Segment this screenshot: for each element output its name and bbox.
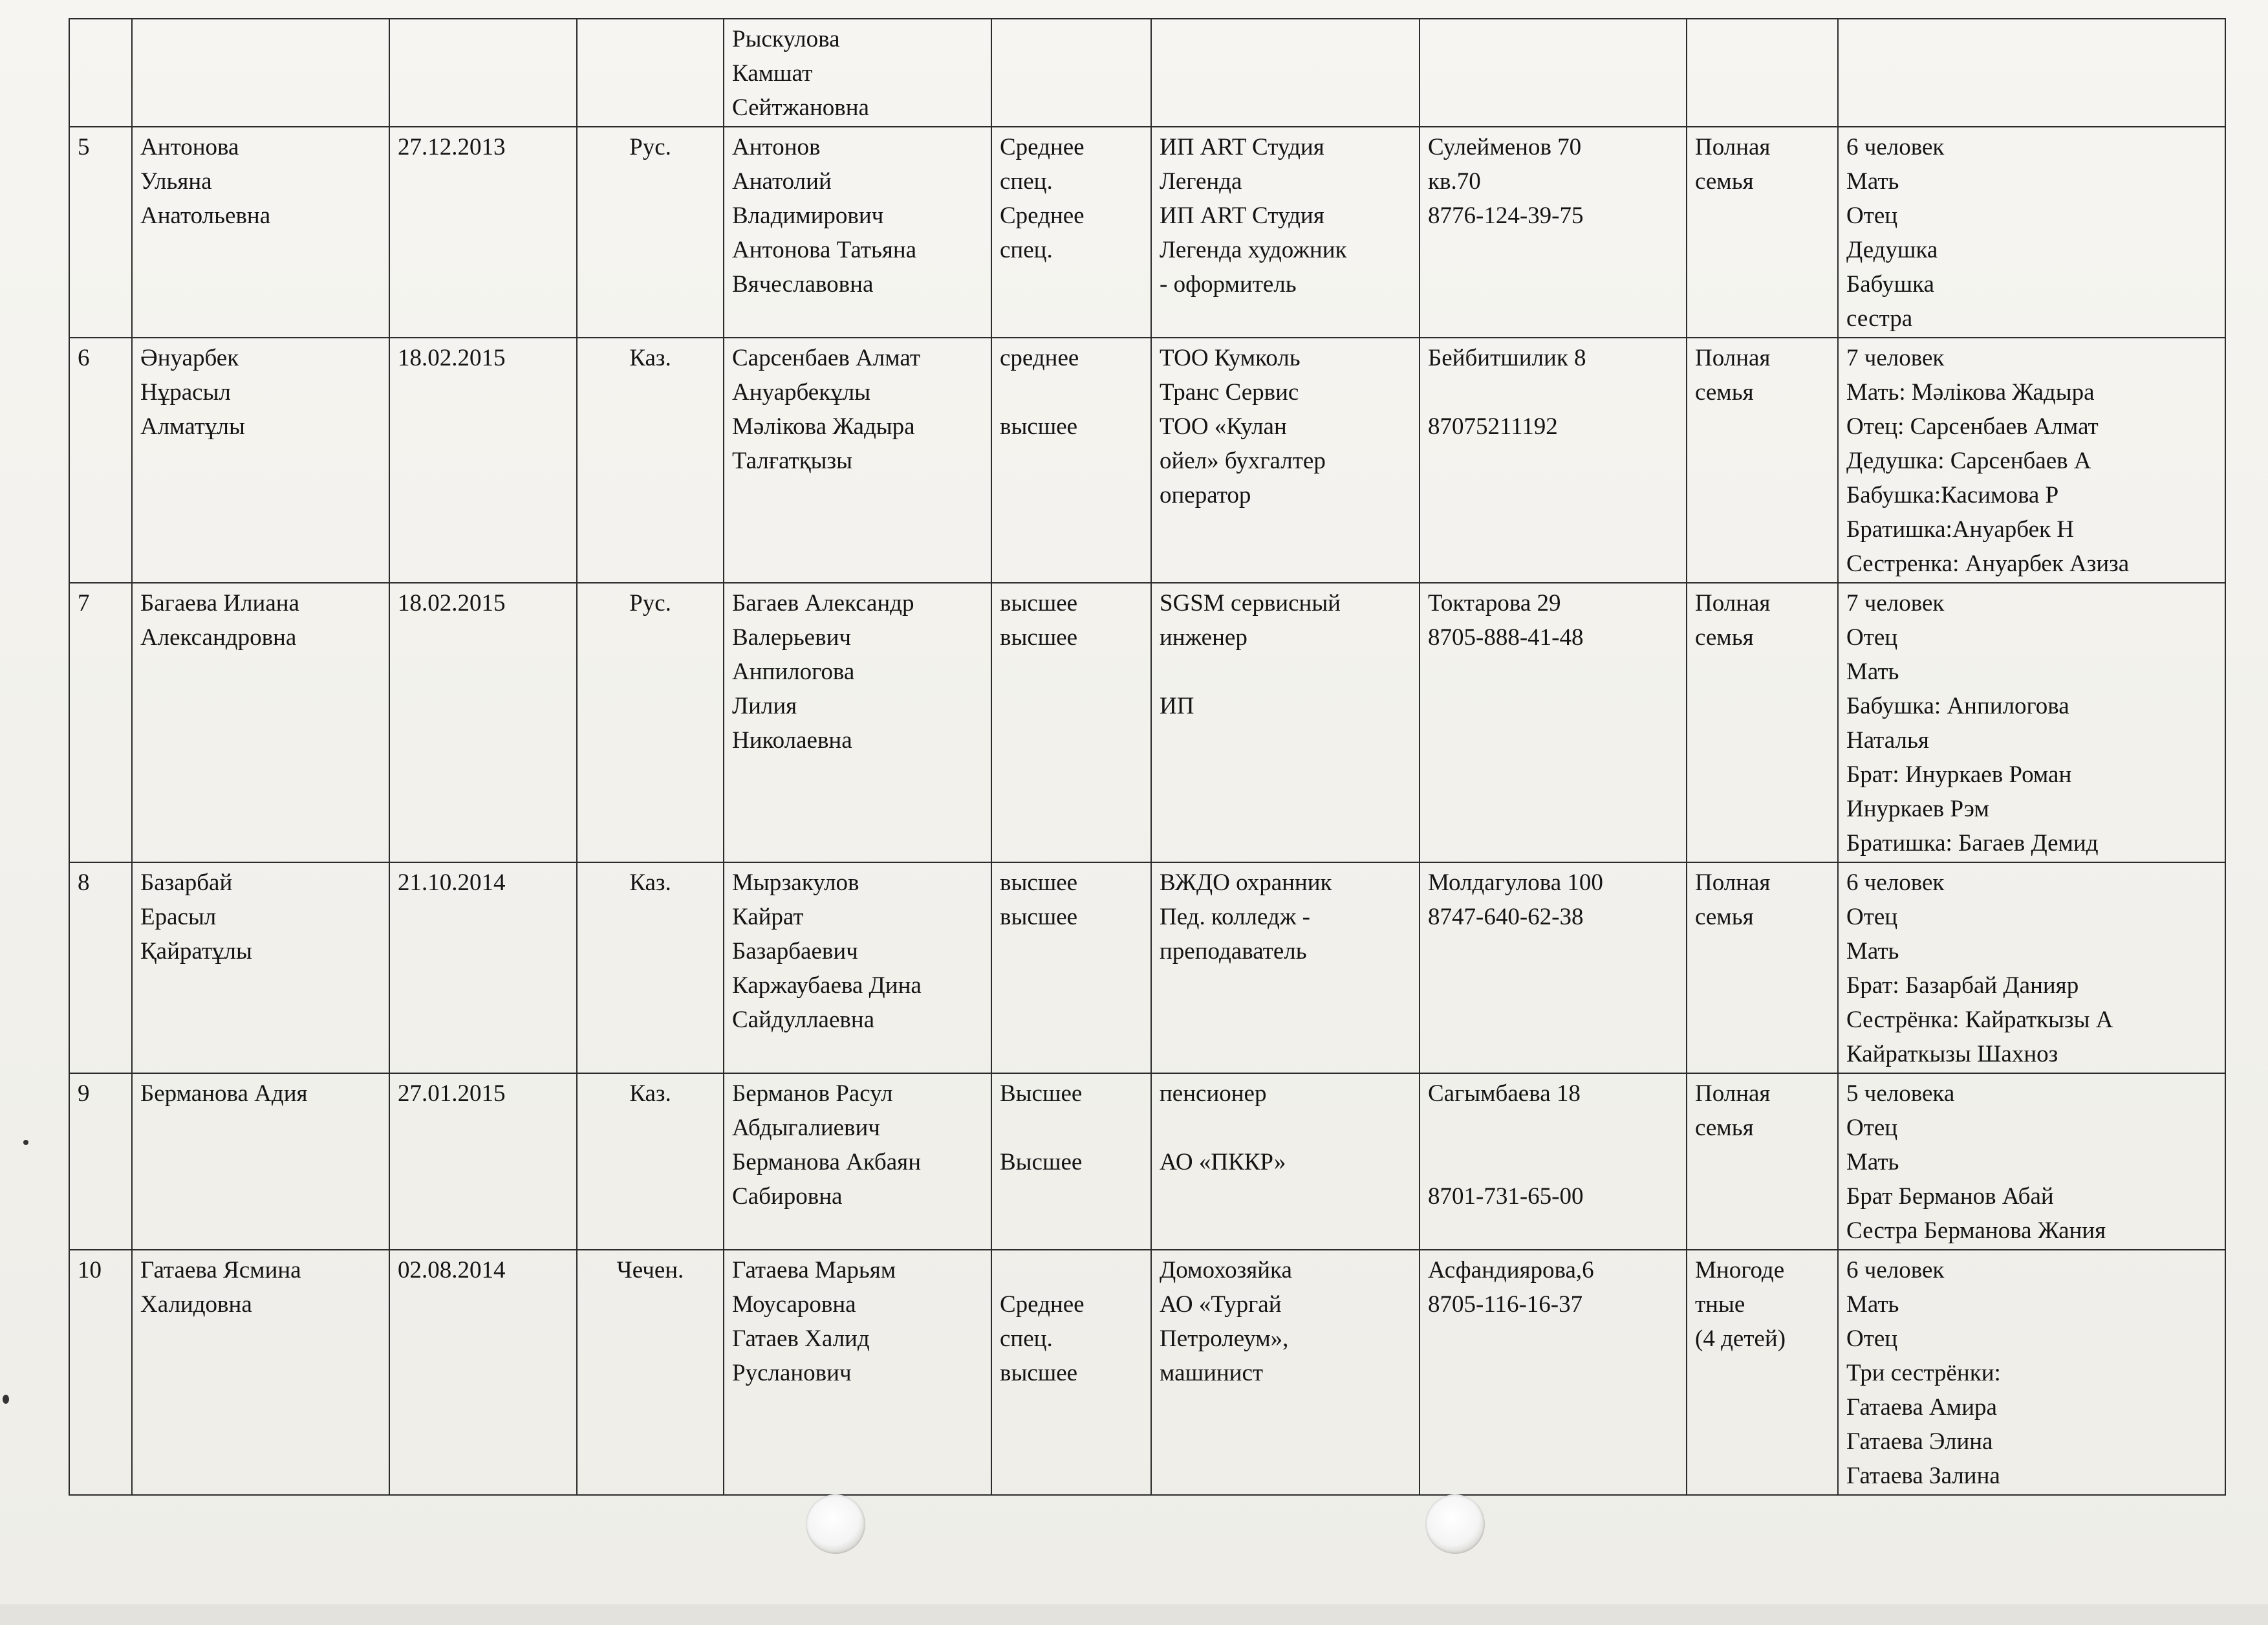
- parents-names: Рыскулова Камшат Сейтжановна: [732, 26, 869, 121]
- workplace-cell: [1151, 338, 1420, 583]
- workplace-cell: [1151, 19, 1420, 127]
- child-name: Базарбай Ерасыл Қайратұлы: [140, 869, 252, 965]
- family-composition-cell: [1838, 338, 2225, 583]
- family-type: Полная семья: [1695, 134, 1771, 195]
- nationality-cell: [577, 583, 724, 862]
- table-row: [69, 338, 2225, 583]
- address-phone-cell: [1420, 1250, 1687, 1495]
- child-name: Гатаева Ясмина Халидовна: [140, 1257, 301, 1318]
- workplace-cell: [1151, 583, 1420, 862]
- address-phone: Асфандиярова,6 8705-116-16-37: [1428, 1257, 1594, 1318]
- address-phone: Сулейменов 70 кв.70 8776-124-39-75: [1428, 134, 1584, 229]
- row-number: 7: [78, 590, 90, 616]
- parents-names: Багаев Александр Валерьевич Анпилогова Лилия Николаевна: [732, 590, 914, 754]
- education-cell: [991, 19, 1151, 127]
- birth-date-cell: [389, 127, 577, 338]
- child-name: Антонова Ульяна Анатольевна: [140, 134, 271, 229]
- parents-names-cell: [724, 338, 991, 583]
- workplace-cell: [1151, 1250, 1420, 1495]
- children-family-table: [69, 18, 2226, 1496]
- family-composition: 7 человек Отец Мать Бабушка: Анпилогова Наталья Брат: Инуркаев Роман Инуркаев Рэм Братишка: Багаев Демид: [1846, 590, 2099, 856]
- nationality-cell: [577, 338, 724, 583]
- education: среднее высшее: [1000, 345, 1079, 440]
- education-cell: [991, 1250, 1151, 1495]
- address-phone: Сагымбаева 18 8701-731-65-00: [1428, 1080, 1584, 1210]
- family-composition: 6 человек Мать Отец Три сестрёнки: Гатаева Амира Гатаева Элина Гатаева Залина: [1846, 1257, 2001, 1489]
- workplace: SGSM сервисный инженер ИП: [1160, 590, 1341, 719]
- education: Высшее Высшее: [1000, 1080, 1083, 1175]
- family-composition-cell: [1838, 583, 2225, 862]
- parents-names: Гатаева Марьям Моусаровна Гатаев Халид Русланович: [732, 1257, 896, 1386]
- nationality: Рус.: [629, 590, 671, 616]
- family-type: Полная семья: [1695, 345, 1771, 406]
- workplace-cell: [1151, 1073, 1420, 1250]
- address-phone-cell: [1420, 127, 1687, 338]
- parents-names: Берманов Расул Абдыгалиевич Берманова Акбаян Сабировна: [732, 1080, 921, 1210]
- parents-names-cell: [724, 19, 991, 127]
- nationality: Каз.: [629, 345, 671, 371]
- row-number-cell: [69, 338, 132, 583]
- education-cell: [991, 583, 1151, 862]
- nationality-cell: [577, 19, 724, 127]
- nationality: Каз.: [629, 869, 671, 896]
- birth-date: 21.10.2014: [398, 869, 506, 896]
- family-composition: 5 человека Отец Мать Брат Берманов Абай Сестра Берманова Жания: [1846, 1080, 2106, 1244]
- nationality: Каз.: [629, 1080, 671, 1107]
- table-row: [69, 19, 2225, 127]
- education-cell: [991, 127, 1151, 338]
- education-cell: [991, 1073, 1151, 1250]
- nationality-cell: [577, 127, 724, 338]
- family-type-cell: [1687, 1073, 1838, 1250]
- education: Среднее спец. Среднее спец.: [1000, 134, 1085, 263]
- family-type-cell: [1687, 1250, 1838, 1495]
- nationality: Чечен.: [616, 1257, 684, 1283]
- row-number: 9: [78, 1080, 90, 1107]
- family-type: Полная семья: [1695, 590, 1771, 651]
- family-type-cell: [1687, 583, 1838, 862]
- child-name-cell: [132, 583, 389, 862]
- education: Среднее спец. высшее: [1000, 1291, 1085, 1386]
- table-body: [69, 19, 2225, 1495]
- table-row: [69, 1073, 2225, 1250]
- parents-names-cell: [724, 1250, 991, 1495]
- table-row: [69, 583, 2225, 862]
- parents-names: Сарсенбаев Алмат Ануарбекұлы Мәлікова Жадыра Талғатқызы: [732, 345, 921, 474]
- family-composition: 6 человек Отец Мать Брат: Базарбай Данияр Сестрёнка: Кайраткызы А Кайраткызы Шахноз: [1846, 869, 2113, 1067]
- parents-names-cell: [724, 583, 991, 862]
- row-number-cell: [69, 1073, 132, 1250]
- birth-date-cell: [389, 1250, 577, 1495]
- education: высшее высшее: [1000, 869, 1078, 930]
- education: высшее высшее: [1000, 590, 1078, 651]
- workplace: ИП ART Студия Легенда ИП ART Студия Легенда художник - оформитель: [1160, 134, 1347, 298]
- row-number: 10: [78, 1257, 102, 1283]
- address-phone-cell: [1420, 583, 1687, 862]
- nationality-cell: [577, 1250, 724, 1495]
- family-type-cell: [1687, 338, 1838, 583]
- family-type: Полная семья: [1695, 1080, 1771, 1141]
- punch-hole-right: [1425, 1494, 1485, 1554]
- table-row: [69, 1250, 2225, 1495]
- child-name: Әнуарбек Нұрасыл Алматұлы: [140, 345, 245, 440]
- address-phone: Бейбитшилик 8 87075211192: [1428, 345, 1586, 440]
- address-phone-cell: [1420, 1073, 1687, 1250]
- parents-names: Антонов Анатолий Владимирович Антонова Татьяна Вячеславовна: [732, 134, 917, 298]
- child-name-cell: [132, 1073, 389, 1250]
- family-type-cell: [1687, 862, 1838, 1073]
- address-phone-cell: [1420, 19, 1687, 127]
- parents-names-cell: [724, 862, 991, 1073]
- row-number: 8: [78, 869, 90, 896]
- nationality-cell: [577, 862, 724, 1073]
- child-name-cell: [132, 862, 389, 1073]
- family-type: Полная семья: [1695, 869, 1771, 930]
- birth-date: 18.02.2015: [398, 345, 506, 371]
- family-type: Многоде тные (4 детей): [1695, 1257, 1786, 1352]
- row-number-cell: [69, 1250, 132, 1495]
- row-number-cell: [69, 127, 132, 338]
- address-phone-cell: [1420, 338, 1687, 583]
- scan-edge: [0, 1604, 2268, 1625]
- workplace: пенсионер АО «ПККР»: [1160, 1080, 1286, 1175]
- parents-names-cell: [724, 1073, 991, 1250]
- parents-names-cell: [724, 127, 991, 338]
- birth-date: 27.12.2013: [398, 134, 506, 160]
- family-composition-cell: [1838, 19, 2225, 127]
- workplace: ТОО Кумколь Транс Сервис ТОО «Кулан ойел» бухгалтер оператор: [1160, 345, 1326, 508]
- nationality: Рус.: [629, 134, 671, 160]
- row-number-cell: [69, 583, 132, 862]
- education-cell: [991, 862, 1151, 1073]
- family-composition-cell: [1838, 1073, 2225, 1250]
- address-phone: Молдагулова 100 8747-640-62-38: [1428, 869, 1603, 930]
- family-composition-cell: [1838, 862, 2225, 1073]
- workplace-cell: [1151, 127, 1420, 338]
- birth-date-cell: [389, 583, 577, 862]
- scan-speck: [23, 1140, 28, 1145]
- family-composition-cell: [1838, 1250, 2225, 1495]
- family-type-cell: [1687, 19, 1838, 127]
- family-composition: 7 человек Мать: Мәлікова Жадыра Отец: Сарсенбаев Алмат Дедушка: Сарсенбаев А Бабушка:Касимова Р Братишка:Ануарбек Н Сестренка: Ануарбек Азиза: [1846, 345, 2130, 577]
- child-name-cell: [132, 338, 389, 583]
- child-name: Багаева Илиана Александровна: [140, 590, 299, 651]
- child-name-cell: [132, 19, 389, 127]
- row-number-cell: [69, 862, 132, 1073]
- row-number: 6: [78, 345, 90, 371]
- child-name-cell: [132, 1250, 389, 1495]
- workplace: Домохозяйка АО «Тургай Петролеум», машинист: [1160, 1257, 1292, 1386]
- parents-names: Мырзакулов Кайрат Базарбаевич Каржаубаева Дина Сайдуллаевна: [732, 869, 922, 1033]
- birth-date: 18.02.2015: [398, 590, 506, 616]
- address-phone: Токтарова 29 8705-888-41-48: [1428, 590, 1584, 651]
- scan-speck: [3, 1395, 9, 1404]
- family-composition: 6 человек Мать Отец Дедушка Бабушка сестра: [1846, 134, 1945, 332]
- child-name: Берманова Адия: [140, 1080, 308, 1107]
- child-name-cell: [132, 127, 389, 338]
- birth-date: 27.01.2015: [398, 1080, 506, 1107]
- workplace-cell: [1151, 862, 1420, 1073]
- education-cell: [991, 338, 1151, 583]
- birth-date-cell: [389, 862, 577, 1073]
- birth-date-cell: [389, 338, 577, 583]
- nationality-cell: [577, 1073, 724, 1250]
- row-number: 5: [78, 134, 90, 160]
- workplace: ВЖДО охранник Пед. колледж - преподаватель: [1160, 869, 1332, 965]
- family-type-cell: [1687, 127, 1838, 338]
- table-row: [69, 127, 2225, 338]
- address-phone-cell: [1420, 862, 1687, 1073]
- table-row: [69, 862, 2225, 1073]
- punch-hole-left: [806, 1494, 865, 1554]
- row-number-cell: [69, 19, 132, 127]
- family-composition-cell: [1838, 127, 2225, 338]
- birth-date-cell: [389, 1073, 577, 1250]
- birth-date-cell: [389, 19, 577, 127]
- birth-date: 02.08.2014: [398, 1257, 506, 1283]
